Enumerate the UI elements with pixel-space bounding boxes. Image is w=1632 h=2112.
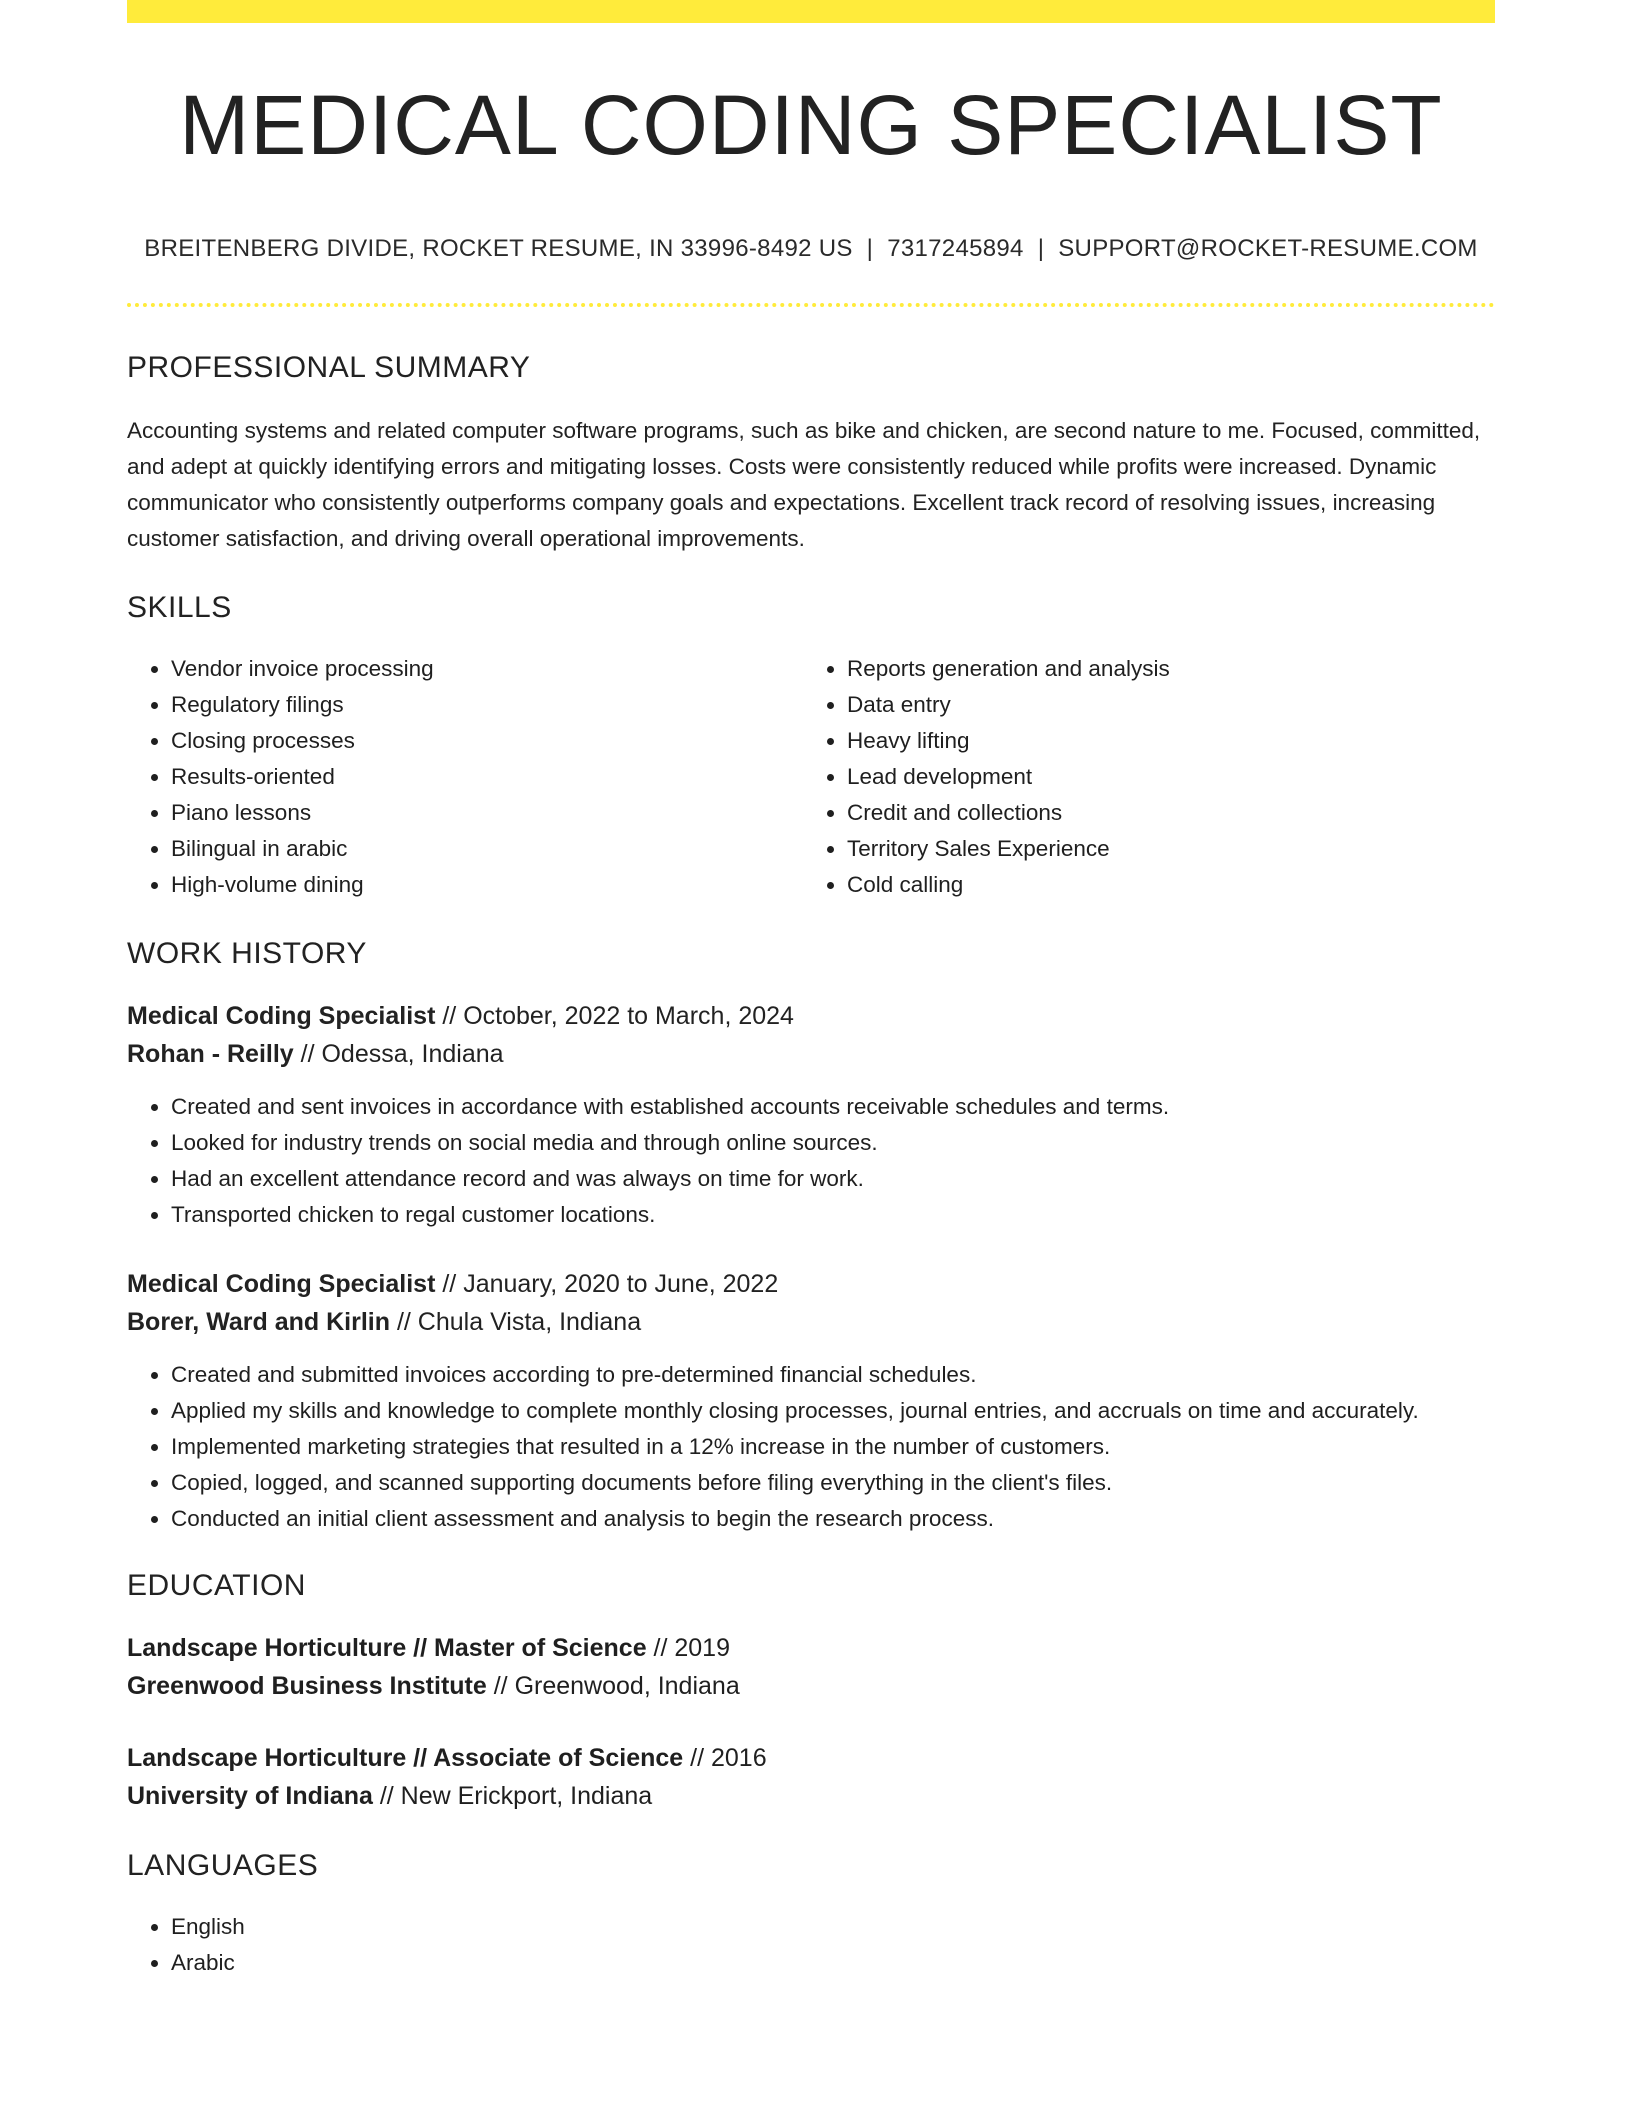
language-item: • English <box>171 1909 1495 1945</box>
job-dates: // October, 2022 to March, 2024 <box>435 1002 794 1031</box>
job-company: Rohan - Reilly <box>127 1040 294 1069</box>
job-company: Borer, Ward and Kirlin <box>127 1308 391 1337</box>
work-history-heading: WORK HISTORY <box>127 937 367 971</box>
skills-list-right <box>803 651 1479 903</box>
skill-item: • Regulatory filings <box>171 687 803 723</box>
skills-columns <box>127 651 1495 903</box>
skill-item: • Reports generation and analysis <box>847 651 1479 687</box>
skill-item: • Heavy lifting <box>847 723 1479 759</box>
skill-item: • Closing processes <box>171 723 803 759</box>
job-bullet: • Implemented marketing strategies that resulted in a 12% increase in the number of customers. <box>171 1429 1495 1465</box>
skill-item: • High-volume dining <box>171 867 803 903</box>
job-header <box>127 997 1495 1073</box>
education-location: // Greenwood, Indiana <box>486 1672 740 1701</box>
languages-heading: LANGUAGES <box>127 1849 319 1883</box>
job-location: // Chula Vista, Indiana <box>390 1308 642 1337</box>
top-accent-bar <box>127 0 1495 23</box>
education-school: University of Indiana <box>127 1782 373 1811</box>
education-location: // New Erickport, Indiana <box>372 1782 653 1811</box>
job-bullet: • Copied, logged, and scanned supporting documents before filing everything in the client's files. <box>171 1465 1495 1501</box>
job-dates: // January, 2020 to June, 2022 <box>435 1270 779 1299</box>
job-bullets <box>127 1089 1495 1233</box>
job-bullet: • Created and sent invoices in accordance with established accounts receivable schedules and terms. <box>171 1089 1495 1125</box>
job-bullet: • Applied my skills and knowledge to complete monthly closing processes, journal entries, and accruals on time and accurately. <box>171 1393 1495 1429</box>
education-entry <box>127 1629 1495 1705</box>
contact-address: BREITENBERG DIVIDE, ROCKET RESUME, IN 33996-8492 US <box>144 235 853 263</box>
skills-heading: SKILLS <box>127 591 232 625</box>
skill-item: • Results-oriented <box>171 759 803 795</box>
education-heading: EDUCATION <box>127 1569 306 1603</box>
skill-item: • Lead development <box>847 759 1479 795</box>
job-role: Medical Coding Specialist <box>127 1270 436 1299</box>
education-school: Greenwood Business Institute <box>127 1672 487 1701</box>
education-year: // 2019 <box>646 1634 730 1663</box>
contact-separator: | <box>1037 235 1045 263</box>
job-bullet: • Conducted an initial client assessment and analysis to begin the research process. <box>171 1501 1495 1537</box>
job-location: // Odessa, Indiana <box>293 1040 504 1069</box>
skill-item: • Cold calling <box>847 867 1479 903</box>
skill-item: • Vendor invoice processing <box>171 651 803 687</box>
skill-item: • Credit and collections <box>847 795 1479 831</box>
contact-separator: | <box>866 235 874 263</box>
contact-email: SUPPORT@ROCKET-RESUME.COM <box>1058 235 1478 263</box>
job-bullet: • Transported chicken to regal customer locations. <box>171 1197 1495 1233</box>
job-header <box>127 1265 1495 1341</box>
job-role: Medical Coding Specialist <box>127 1002 436 1031</box>
education-entry <box>127 1739 1495 1815</box>
skill-item: • Territory Sales Experience <box>847 831 1479 867</box>
contact-phone: 7317245894 <box>887 235 1024 263</box>
job-bullet: • Looked for industry trends on social media and through online sources. <box>171 1125 1495 1161</box>
skill-item: • Data entry <box>847 687 1479 723</box>
education-degree: Landscape Horticulture // Master of Science <box>127 1634 647 1663</box>
resume-page <box>127 0 1495 1981</box>
skill-item: • Piano lessons <box>171 795 803 831</box>
education-degree: Landscape Horticulture // Associate of Science <box>127 1744 684 1773</box>
job-bullets <box>127 1357 1495 1537</box>
dotted-divider <box>127 303 1495 307</box>
job-bullet: • Created and submitted invoices according to pre-determined financial schedules. <box>171 1357 1495 1393</box>
skills-list-left <box>127 651 803 903</box>
contact-line <box>127 235 1495 263</box>
summary-heading: PROFESSIONAL SUMMARY <box>127 351 531 385</box>
skill-item: • Bilingual in arabic <box>171 831 803 867</box>
education-year: // 2016 <box>683 1744 767 1773</box>
summary-text: Accounting systems and related computer software programs, such as bike and chicken, are second nature to me. Focused, committed, and adept at quickly identifying errors and mitigating losses. Costs were consistently reduced while profits were increased. Dynamic communicator who consistently outperforms company goals and expectations. Excellent track record of resolving issues, increasing customer satisfaction, and driving overall operational improvements. <box>127 418 1481 552</box>
candidate-name: MEDICAL CODING SPECIALIST <box>179 78 1443 172</box>
language-item: • Arabic <box>171 1945 1495 1981</box>
job-bullet: • Had an excellent attendance record and was always on time for work. <box>171 1161 1495 1197</box>
languages-list <box>127 1909 1495 1981</box>
